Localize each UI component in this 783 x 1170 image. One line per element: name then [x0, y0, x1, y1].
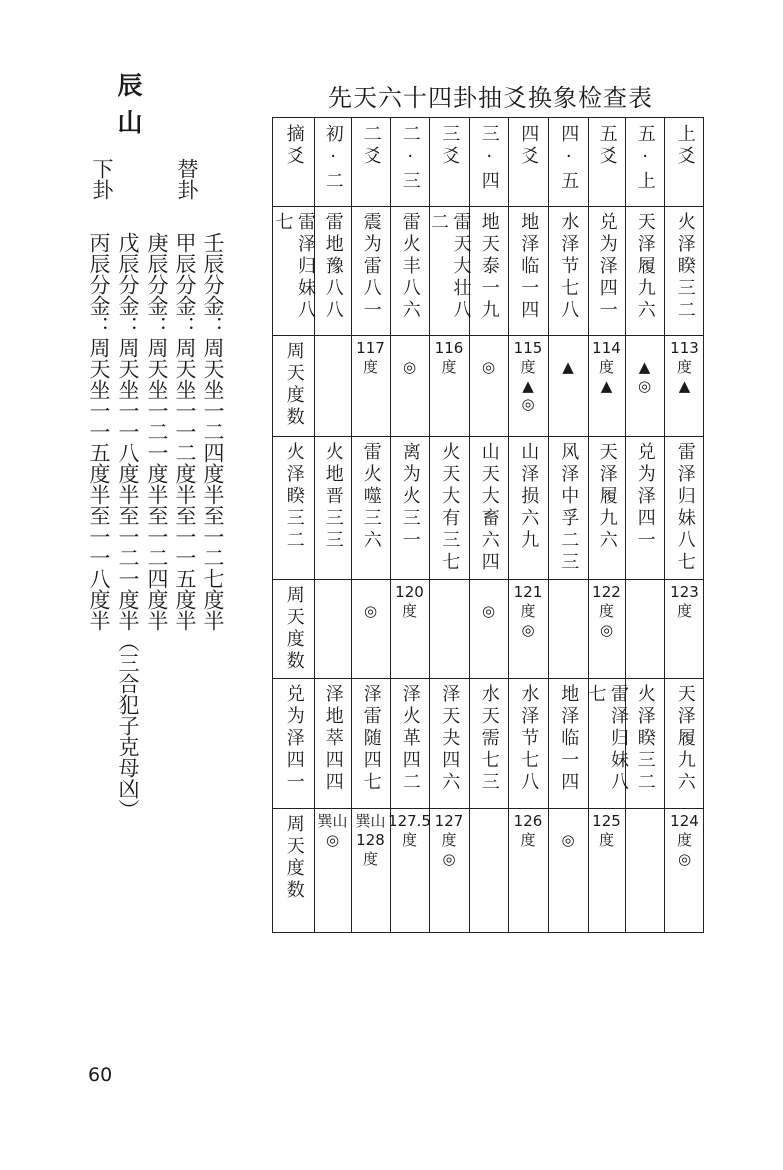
header-cell: 三爻 — [439, 124, 461, 168]
header-cell: 初·二 — [322, 124, 344, 193]
hexagram-cell: 离为火三一 — [399, 442, 421, 552]
degree-cell: ▲ — [562, 357, 574, 376]
degree-cell — [469, 812, 508, 932]
row-label: 周天度数 — [283, 814, 305, 902]
hexagram-cell: 火泽睽三二 — [634, 684, 656, 794]
degree-cell: 122 度 ◎ — [592, 583, 621, 639]
hexagram-cell: 火地晋三三 — [322, 442, 344, 552]
substitute-trigram-label: 替卦 — [175, 158, 199, 200]
header-cell: 二爻 — [360, 124, 382, 168]
degree-cell — [625, 583, 664, 676]
row-label: 周天度数 — [283, 341, 305, 429]
degree-cell: 巽山128 度 — [355, 812, 386, 868]
hexagram-cell: 火天大有三七 — [439, 442, 461, 574]
header-cell: 上爻 — [674, 124, 696, 168]
mountain-title: 辰山 — [114, 72, 143, 146]
hexagram-cell: 雷火丰八六 — [399, 212, 421, 322]
hexagram-cell: 泽地萃四四 — [322, 684, 344, 794]
hexagram-cell: 雷泽归妹八七 — [674, 442, 696, 574]
degree-cell — [548, 583, 588, 676]
degree-cell: 127.5 度 — [388, 812, 431, 849]
degree-cell: 116 度 — [434, 339, 464, 376]
hexagram-cell: 雷泽归妹八七 — [585, 684, 629, 794]
note-line-2: 甲辰分金：周天坐一一二度半至一一五度半 — [173, 232, 197, 631]
degree-cell — [429, 583, 469, 676]
degree-cell — [314, 583, 351, 676]
hexagram-cell: 兑为泽四一 — [634, 442, 656, 552]
hexagram-cell: 山泽损六九 — [518, 442, 540, 552]
degree-cell — [314, 339, 351, 434]
degree-cell: ◎ — [402, 357, 417, 376]
hexagram-cell: 天泽履九六 — [634, 212, 656, 322]
degree-cell: 115 度 ▲ ◎ — [513, 339, 543, 414]
degree-cell: ◎ — [481, 357, 496, 376]
row-label: 周天度数 — [283, 585, 305, 673]
page-number: 60 — [88, 1064, 113, 1086]
lower-trigram-label: 下卦 — [90, 158, 114, 200]
hexagram-cell: 震为雷八一 — [360, 212, 382, 322]
degree-cell: 巽山 ◎ — [317, 812, 348, 849]
header-cell: 四·五 — [558, 124, 580, 193]
degree-cell: 113 度 ▲ — [670, 339, 699, 395]
hexagram-cell: 水泽节七八 — [518, 684, 540, 794]
degree-cell: 126 度 — [513, 812, 543, 849]
hexagram-cell: 山天大畜六四 — [478, 442, 500, 574]
hexagram-cell: 风泽中孚二三 — [558, 442, 580, 574]
degree-cell: ◎ — [561, 830, 575, 849]
header-cell: 三·四 — [478, 124, 500, 193]
hexagram-cell: 地泽临一四 — [558, 684, 580, 794]
header-cell: 五爻 — [596, 124, 618, 168]
degree-cell: 127 度 ◎ — [434, 812, 464, 868]
hexagram-cell: 泽雷随四七 — [360, 684, 382, 794]
note-line-5: 丙辰分金：周天坐一一五度半至一一八度半 — [87, 232, 111, 631]
hexagram-cell: 地天泰一九 — [478, 212, 500, 322]
degree-cell: ◎ — [363, 601, 378, 620]
hexagram-cell: 水泽节七八 — [558, 212, 580, 322]
header-cell: 摘爻 — [283, 124, 305, 168]
row-label: 兑为泽四一 — [283, 684, 305, 794]
header-cell: 五·上 — [634, 124, 656, 193]
degree-cell: 114 度 ▲ — [592, 339, 621, 395]
degree-cell: 123 度 — [670, 583, 699, 620]
degree-cell: ▲ ◎ — [637, 357, 652, 395]
hexagram-cell: 地泽临一四 — [518, 212, 540, 322]
hexagram-cell: 火泽睽三二 — [674, 212, 696, 322]
degree-cell: 117 度 — [356, 339, 385, 376]
hexagram-cell: 泽天夬四六 — [439, 684, 461, 794]
degree-cell: 121 度 ◎ — [513, 583, 543, 639]
degree-cell: 125 度 — [592, 812, 621, 849]
degree-cell: 124 度 ◎ — [670, 812, 699, 868]
hexagram-cell: 雷火噬三六 — [360, 442, 382, 552]
row-label: 雷泽归妹八七 — [272, 212, 316, 322]
page-title: 先天六十四卦抽爻换象检查表 — [328, 84, 653, 112]
hexagram-table — [272, 117, 704, 933]
note-line-4: 戊辰分金：周天坐一一八度半至一二一度半（三合犯子克母凶） — [116, 232, 140, 820]
header-cell: 二·三 — [399, 124, 421, 193]
hexagram-cell: 雷天大壮八二 — [428, 212, 472, 322]
hexagram-cell: 雷地豫八八 — [322, 212, 344, 322]
degree-cell: 120 度 — [395, 583, 424, 620]
note-line-3: 庚辰分金：周天坐一二一度半至一二四度半 — [145, 232, 169, 631]
row-label: 火泽睽三二 — [283, 442, 305, 552]
hexagram-cell: 泽火革四二 — [399, 684, 421, 794]
hexagram-cell: 天泽履九六 — [596, 442, 618, 552]
degree-cell — [625, 812, 664, 932]
header-cell: 四爻 — [518, 124, 540, 168]
hexagram-cell: 天泽履九六 — [674, 684, 696, 794]
hexagram-cell: 水天需七三 — [478, 684, 500, 794]
hexagram-cell: 兑为泽四一 — [596, 212, 618, 322]
degree-cell: ◎ — [481, 601, 496, 620]
note-line-1: 壬辰分金：周天坐一二四度半至一二七度半 — [201, 232, 225, 631]
